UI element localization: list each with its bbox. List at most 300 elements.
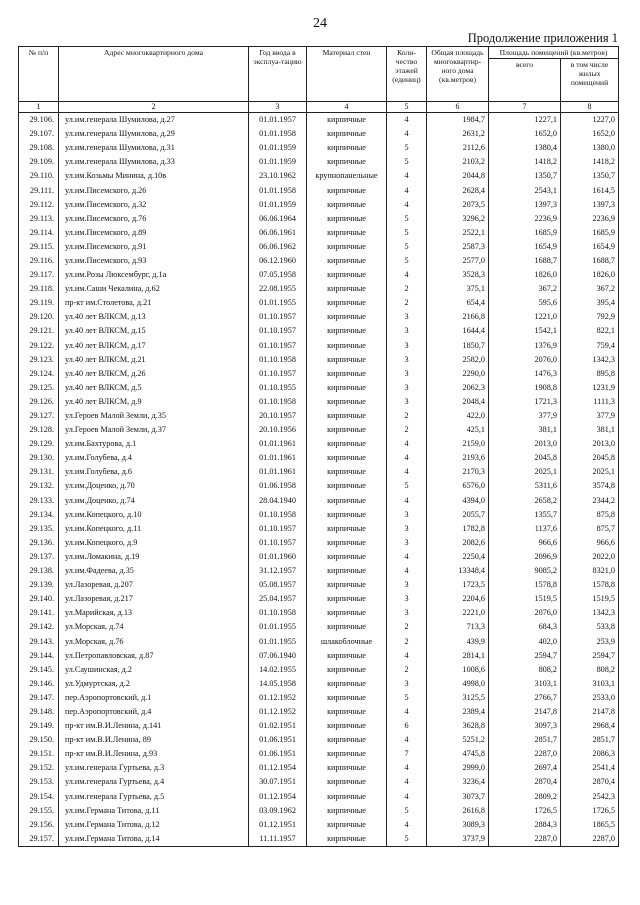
- row-floors: 3: [387, 592, 427, 606]
- header-num: № п/п: [19, 47, 59, 102]
- row-premises-residential: 1578,8: [561, 578, 619, 592]
- row-floors: 2: [387, 634, 427, 648]
- table-row: [19, 775, 619, 789]
- row-address: ул.им.генерала Гуртьева, д.4: [59, 775, 249, 789]
- row-address: ул.Героев Малой Земли, д.35: [59, 409, 249, 423]
- row-total-area: 1850,7: [427, 339, 489, 353]
- row-premises-all: 2076,0: [489, 606, 561, 620]
- row-number: 29.145.: [19, 663, 59, 677]
- row-address: ул.им.Саши Чекалина, д.62: [59, 282, 249, 296]
- row-premises-residential: 1342,3: [561, 353, 619, 367]
- row-number: 29.118.: [19, 282, 59, 296]
- row-number: 29.115.: [19, 240, 59, 254]
- row-address: ул.40 лет ВЛКСМ, д.5: [59, 381, 249, 395]
- row-address: ул.им.Писемского, д.32: [59, 198, 249, 212]
- row-address: ул.40 лет ВЛКСМ, д.15: [59, 324, 249, 338]
- row-floors: 6: [387, 719, 427, 733]
- row-premises-residential: 367,2: [561, 282, 619, 296]
- row-premises-all: 2045,8: [489, 451, 561, 465]
- row-number: 29.148.: [19, 705, 59, 719]
- row-year: 14.02.1955: [249, 663, 307, 677]
- row-material: кирпичные: [307, 691, 387, 705]
- table-row: [19, 381, 619, 395]
- row-year: 01.12.1952: [249, 691, 307, 705]
- row-material: кирпичные: [307, 339, 387, 353]
- row-year: 01.10.1955: [249, 381, 307, 395]
- row-total-area: 3737,9: [427, 832, 489, 847]
- row-year: 01.10.1958: [249, 606, 307, 620]
- table-row: [19, 451, 619, 465]
- row-number: 29.108.: [19, 141, 59, 155]
- row-total-area: 2814,1: [427, 649, 489, 663]
- row-premises-residential: 1652,0: [561, 127, 619, 141]
- row-year: 01.01.1955: [249, 296, 307, 310]
- row-floors: 3: [387, 508, 427, 522]
- row-number: 29.136.: [19, 536, 59, 550]
- row-number: 29.139.: [19, 578, 59, 592]
- row-address: пр-кт им.В.И.Ленина, д.141: [59, 719, 249, 733]
- row-premises-residential: 3574,8: [561, 479, 619, 493]
- row-total-area: 3236,4: [427, 775, 489, 789]
- row-premises-residential: 966,6: [561, 536, 619, 550]
- row-floors: 3: [387, 353, 427, 367]
- row-year: 01.06.1958: [249, 479, 307, 493]
- row-number: 29.109.: [19, 155, 59, 169]
- row-floors: 3: [387, 677, 427, 691]
- table-row: [19, 367, 619, 381]
- row-premises-all: 3097,3: [489, 719, 561, 733]
- row-premises-residential: 2022,0: [561, 550, 619, 564]
- row-total-area: 2587,3: [427, 240, 489, 254]
- row-premises-residential: 533,8: [561, 620, 619, 634]
- row-material: кирпичные: [307, 761, 387, 775]
- row-material: кирпичные: [307, 113, 387, 128]
- row-floors: 4: [387, 790, 427, 804]
- row-floors: 5: [387, 832, 427, 847]
- row-total-area: 3296,2: [427, 212, 489, 226]
- table-row: [19, 465, 619, 479]
- row-material: кирпичные: [307, 141, 387, 155]
- row-premises-residential: 2344,2: [561, 494, 619, 508]
- row-year: 06.12.1960: [249, 254, 307, 268]
- row-total-area: 3125,5: [427, 691, 489, 705]
- row-material: кирпичные: [307, 508, 387, 522]
- table-row: [19, 719, 619, 733]
- table-row: [19, 733, 619, 747]
- row-premises-all: 1688,7: [489, 254, 561, 268]
- row-address: ул.40 лет ВЛКСМ, д.17: [59, 339, 249, 353]
- row-premises-all: 2236,9: [489, 212, 561, 226]
- table-row: [19, 324, 619, 338]
- row-material: кирпичные: [307, 606, 387, 620]
- row-number: 29.150.: [19, 733, 59, 747]
- row-premises-residential: 2968,4: [561, 719, 619, 733]
- row-address: ул.им.Писемского, д.76: [59, 212, 249, 226]
- row-total-area: 2522,1: [427, 226, 489, 240]
- table-body: [19, 113, 619, 847]
- row-address: ул.им.Копецкого, д.10: [59, 508, 249, 522]
- row-year: 01.10.1957: [249, 339, 307, 353]
- row-material: кирпичные: [307, 451, 387, 465]
- row-premises-all: 2697,4: [489, 761, 561, 775]
- row-material: кирпичные: [307, 790, 387, 804]
- row-floors: 2: [387, 423, 427, 437]
- table-row: [19, 832, 619, 847]
- row-address: ул.Удмуртская, д.2: [59, 677, 249, 691]
- row-premises-all: 2076,0: [489, 353, 561, 367]
- row-material: кирпичные: [307, 353, 387, 367]
- row-address: ул.им.Писемского, д.93: [59, 254, 249, 268]
- row-material: кирпичные: [307, 522, 387, 536]
- row-total-area: 1723,5: [427, 578, 489, 592]
- row-number: 29.155.: [19, 804, 59, 818]
- row-address: ул.им.генерала Гуртьева, д.5: [59, 790, 249, 804]
- row-premises-residential: 895,8: [561, 367, 619, 381]
- row-premises-all: 2766,7: [489, 691, 561, 705]
- row-floors: 4: [387, 183, 427, 197]
- row-number: 29.110.: [19, 169, 59, 183]
- row-address: ул.им.Ломакина, д.19: [59, 550, 249, 564]
- column-number: 3: [249, 102, 307, 113]
- row-year: 01.01.1957: [249, 113, 307, 128]
- row-material: кирпичные: [307, 775, 387, 789]
- row-premises-residential: 759,4: [561, 339, 619, 353]
- row-address: ул.40 лет ВЛКСМ, д.26: [59, 367, 249, 381]
- row-number: 29.127.: [19, 409, 59, 423]
- row-address: ул.им.Писемского, д.26: [59, 183, 249, 197]
- row-total-area: 2193,6: [427, 451, 489, 465]
- row-number: 29.147.: [19, 691, 59, 705]
- header-year: Год ввода в эксплуа-тацию: [249, 47, 307, 102]
- row-premises-all: 2096,9: [489, 550, 561, 564]
- row-number: 29.119.: [19, 296, 59, 310]
- row-material: кирпичные: [307, 423, 387, 437]
- row-number: 29.116.: [19, 254, 59, 268]
- row-material: кирпичные: [307, 381, 387, 395]
- row-premises-residential: 3103,1: [561, 677, 619, 691]
- row-premises-residential: 1685,9: [561, 226, 619, 240]
- row-material: кирпичные: [307, 254, 387, 268]
- row-address: ул.Саушинская, д.2: [59, 663, 249, 677]
- table-header-row: [19, 47, 619, 59]
- row-total-area: 2999,0: [427, 761, 489, 775]
- row-year: 20.10.1956: [249, 423, 307, 437]
- row-number: 29.141.: [19, 606, 59, 620]
- row-total-area: 1984,7: [427, 113, 489, 128]
- row-premises-residential: 2851,7: [561, 733, 619, 747]
- row-year: 31.12.1957: [249, 564, 307, 578]
- row-year: 01.01.1959: [249, 198, 307, 212]
- row-material: кирпичные: [307, 705, 387, 719]
- row-number: 29.106.: [19, 113, 59, 128]
- row-premises-residential: 808,2: [561, 663, 619, 677]
- row-year: 07.06.1940: [249, 649, 307, 663]
- row-year: 01.12.1954: [249, 790, 307, 804]
- row-premises-residential: 377,9: [561, 409, 619, 423]
- row-total-area: 5251,2: [427, 733, 489, 747]
- row-floors: 2: [387, 409, 427, 423]
- column-number: 2: [59, 102, 249, 113]
- row-year: 06.06.1961: [249, 226, 307, 240]
- row-floors: 4: [387, 198, 427, 212]
- column-number: 8: [561, 102, 619, 113]
- row-material: кирпичные: [307, 536, 387, 550]
- row-premises-all: 2658,2: [489, 494, 561, 508]
- row-premises-all: 1519,5: [489, 592, 561, 606]
- row-premises-all: 1721,3: [489, 395, 561, 409]
- table-row: [19, 254, 619, 268]
- header-all: всего: [489, 59, 561, 102]
- row-total-area: 4394,0: [427, 494, 489, 508]
- table-row: [19, 198, 619, 212]
- row-number: 29.152.: [19, 761, 59, 775]
- row-premises-all: 2287,0: [489, 747, 561, 761]
- row-premises-all: 1397,3: [489, 198, 561, 212]
- row-premises-residential: 1342,3: [561, 606, 619, 620]
- column-number-row: [19, 102, 619, 113]
- row-total-area: 6576,0: [427, 479, 489, 493]
- table-row: [19, 691, 619, 705]
- row-address: ул.40 лет ВЛКСМ, д.21: [59, 353, 249, 367]
- row-material: кирпичные: [307, 226, 387, 240]
- row-floors: 5: [387, 226, 427, 240]
- row-material: кирпичные: [307, 324, 387, 338]
- row-total-area: 2616,8: [427, 804, 489, 818]
- row-premises-all: 9085,2: [489, 564, 561, 578]
- row-premises-all: 966,6: [489, 536, 561, 550]
- row-address: ул.им.генерала Гуртьева, д.3: [59, 761, 249, 775]
- row-total-area: 2048,4: [427, 395, 489, 409]
- row-year: 01.01.1959: [249, 155, 307, 169]
- row-premises-all: 1685,9: [489, 226, 561, 240]
- row-total-area: 2250,4: [427, 550, 489, 564]
- row-floors: 3: [387, 536, 427, 550]
- row-total-area: 1782,8: [427, 522, 489, 536]
- row-year: 01.01.1959: [249, 141, 307, 155]
- row-premises-all: 367,2: [489, 282, 561, 296]
- row-address: ул.им.Розы Люксембург, д.1а: [59, 268, 249, 282]
- row-number: 29.137.: [19, 550, 59, 564]
- row-material: кирпичные: [307, 183, 387, 197]
- table-row: [19, 634, 619, 648]
- row-premises-residential: 2025,1: [561, 465, 619, 479]
- row-floors: 2: [387, 296, 427, 310]
- row-total-area: 439,9: [427, 634, 489, 648]
- appendix-continuation-title: Продолжение приложения 1: [467, 31, 618, 45]
- row-material: крупнопанельные: [307, 169, 387, 183]
- row-year: 01.06.1951: [249, 733, 307, 747]
- row-address: ул.40 лет ВЛКСМ, д.13: [59, 310, 249, 324]
- row-number: 29.151.: [19, 747, 59, 761]
- row-number: 29.135.: [19, 522, 59, 536]
- column-number: 4: [307, 102, 387, 113]
- row-number: 29.130.: [19, 451, 59, 465]
- row-total-area: 2159,0: [427, 437, 489, 451]
- row-address: ул.им.Голубева, д.4: [59, 451, 249, 465]
- row-number: 29.107.: [19, 127, 59, 141]
- table-row: [19, 818, 619, 832]
- row-total-area: 2631,2: [427, 127, 489, 141]
- row-floors: 3: [387, 339, 427, 353]
- row-address: ул.им.Голубева, д.6: [59, 465, 249, 479]
- row-premises-residential: 822,1: [561, 324, 619, 338]
- row-premises-all: 2543,1: [489, 183, 561, 197]
- table-row: [19, 705, 619, 719]
- row-floors: 4: [387, 818, 427, 832]
- row-material: кирпичные: [307, 282, 387, 296]
- row-year: 06.06.1962: [249, 240, 307, 254]
- table-row: [19, 423, 619, 437]
- row-address: пер.Аэропортовский, д.1: [59, 691, 249, 705]
- row-year: 01.01.1958: [249, 127, 307, 141]
- row-total-area: 2577,0: [427, 254, 489, 268]
- row-address: ул.Петропавловская, д.87: [59, 649, 249, 663]
- row-total-area: 3073,7: [427, 790, 489, 804]
- row-total-area: 1008,6: [427, 663, 489, 677]
- table-row: [19, 578, 619, 592]
- row-address: пер.Аэропортовский, д.4: [59, 705, 249, 719]
- row-year: 03.09.1962: [249, 804, 307, 818]
- header-address: Адрес многоквартирного дома: [59, 47, 249, 102]
- table-row: [19, 212, 619, 226]
- table-row: [19, 804, 619, 818]
- row-material: кирпичные: [307, 155, 387, 169]
- row-year: 11.11.1957: [249, 832, 307, 847]
- row-total-area: 713,3: [427, 620, 489, 634]
- row-floors: 4: [387, 705, 427, 719]
- row-number: 29.122.: [19, 339, 59, 353]
- column-number: 1: [19, 102, 59, 113]
- row-floors: 5: [387, 254, 427, 268]
- row-material: кирпичные: [307, 620, 387, 634]
- row-material: кирпичные: [307, 310, 387, 324]
- row-floors: 5: [387, 141, 427, 155]
- row-address: ул.им.Германа Титова, д.14: [59, 832, 249, 847]
- table-row: [19, 508, 619, 522]
- row-premises-all: 1654,9: [489, 240, 561, 254]
- table-row: [19, 437, 619, 451]
- row-total-area: 2103,2: [427, 155, 489, 169]
- row-material: кирпичные: [307, 719, 387, 733]
- row-premises-residential: 1865,5: [561, 818, 619, 832]
- row-material: кирпичные: [307, 550, 387, 564]
- row-total-area: 3528,3: [427, 268, 489, 282]
- row-number: 29.114.: [19, 226, 59, 240]
- row-premises-all: 1221,0: [489, 310, 561, 324]
- row-total-area: 654,4: [427, 296, 489, 310]
- table-row: [19, 522, 619, 536]
- table-row: [19, 226, 619, 240]
- row-year: 30.07.1951: [249, 775, 307, 789]
- row-floors: 4: [387, 550, 427, 564]
- table-row: [19, 409, 619, 423]
- row-premises-all: 1652,0: [489, 127, 561, 141]
- row-material: кирпичные: [307, 733, 387, 747]
- row-number: 29.113.: [19, 212, 59, 226]
- row-year: 01.10.1957: [249, 522, 307, 536]
- row-number: 29.157.: [19, 832, 59, 847]
- row-premises-residential: 2594,7: [561, 649, 619, 663]
- row-year: 01.10.1958: [249, 353, 307, 367]
- row-number: 29.123.: [19, 353, 59, 367]
- row-premises-residential: 1688,7: [561, 254, 619, 268]
- table-row: [19, 339, 619, 353]
- row-number: 29.112.: [19, 198, 59, 212]
- row-floors: 3: [387, 395, 427, 409]
- row-floors: 5: [387, 212, 427, 226]
- row-floors: 5: [387, 240, 427, 254]
- row-floors: 7: [387, 747, 427, 761]
- row-number: 29.156.: [19, 818, 59, 832]
- row-address: ул.им.Копецкого, д.11: [59, 522, 249, 536]
- page-number: 24: [313, 16, 327, 31]
- row-premises-residential: 2541,4: [561, 761, 619, 775]
- row-premises-residential: 1397,3: [561, 198, 619, 212]
- row-premises-residential: 1111,3: [561, 395, 619, 409]
- row-floors: 4: [387, 451, 427, 465]
- row-floors: 4: [387, 127, 427, 141]
- row-premises-residential: 1418,2: [561, 155, 619, 169]
- row-total-area: 2166,8: [427, 310, 489, 324]
- row-address: ул.им.Писемского, д.91: [59, 240, 249, 254]
- row-number: 29.143.: [19, 634, 59, 648]
- row-premises-all: 3103,1: [489, 677, 561, 691]
- row-material: кирпичные: [307, 592, 387, 606]
- row-floors: 5: [387, 691, 427, 705]
- table-row: [19, 113, 619, 128]
- row-floors: 2: [387, 620, 427, 634]
- row-number: 29.146.: [19, 677, 59, 691]
- row-year: 23.10.1962: [249, 169, 307, 183]
- row-floors: 5: [387, 479, 427, 493]
- row-year: 01.01.1958: [249, 183, 307, 197]
- header-residential: в том числе жилых помещений: [561, 59, 619, 102]
- table-row: [19, 141, 619, 155]
- row-number: 29.124.: [19, 367, 59, 381]
- row-premises-residential: 1614,5: [561, 183, 619, 197]
- row-total-area: 2055,7: [427, 508, 489, 522]
- row-floors: 4: [387, 761, 427, 775]
- table-row: [19, 620, 619, 634]
- row-number: 29.154.: [19, 790, 59, 804]
- row-premises-all: 1542,1: [489, 324, 561, 338]
- row-premises-all: 1350,7: [489, 169, 561, 183]
- row-total-area: 425,1: [427, 423, 489, 437]
- row-premises-all: 808,2: [489, 663, 561, 677]
- row-address: ул.Лазоревая, д.207: [59, 578, 249, 592]
- row-year: 01.12.1952: [249, 705, 307, 719]
- row-material: кирпичные: [307, 240, 387, 254]
- row-premises-all: 1826,0: [489, 268, 561, 282]
- row-premises-residential: 395,4: [561, 296, 619, 310]
- row-number: 29.140.: [19, 592, 59, 606]
- column-number: 6: [427, 102, 489, 113]
- row-premises-all: 2809,2: [489, 790, 561, 804]
- row-material: кирпичные: [307, 564, 387, 578]
- row-year: 05.08.1957: [249, 578, 307, 592]
- row-floors: 4: [387, 564, 427, 578]
- row-address: ул.им.генерала Шумилова, д.33: [59, 155, 249, 169]
- table-row: [19, 550, 619, 564]
- row-address: ул.им.генерала Шумилова, д.31: [59, 141, 249, 155]
- header-total-area: Общая площадь многоквартир-ного дома (кв.метров): [427, 47, 489, 102]
- housing-register-table: [18, 46, 619, 847]
- row-address: пр-кт им.В.И.Ленина, д.93: [59, 747, 249, 761]
- row-number: 29.144.: [19, 649, 59, 663]
- row-year: 01.10.1958: [249, 508, 307, 522]
- header-material: Материал стен: [307, 47, 387, 102]
- row-material: кирпичные: [307, 747, 387, 761]
